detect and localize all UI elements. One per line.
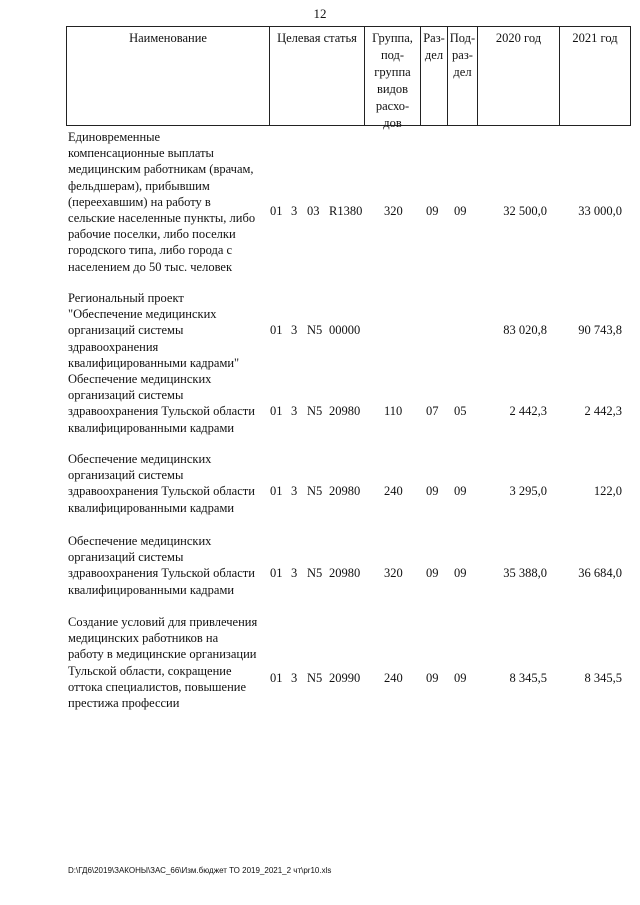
row-2020: 8 345,5 (509, 671, 547, 685)
page-number: 12 (313, 6, 327, 21)
row-name: Региональный проект "Обеспечение медицинских организаций системы здравоохранения квалифицированными кадрами" (68, 291, 240, 370)
code-direction: 20990 (329, 671, 361, 685)
row-group: 320 (384, 204, 403, 218)
header-name-cell (66, 26, 269, 126)
row-group: 240 (384, 484, 403, 498)
header-target-article: Целевая статья (277, 31, 357, 45)
code-event: N5 (307, 484, 323, 498)
code-subprogram: 3 (291, 484, 298, 498)
code-event: 03 (307, 204, 320, 218)
row-name: Обеспечение медицинских организаций системы здравоохранения Тульской области квалифицированными кадрами (68, 452, 255, 515)
row-2020: 32 500,0 (503, 204, 547, 218)
row-name: Обеспечение медицинских организаций системы здравоохранения Тульской области квалифицированными кадрами (68, 372, 255, 435)
row-subsection: 09 (454, 204, 467, 218)
code-direction: 20980 (329, 404, 361, 418)
row-2021: 33 000,0 (578, 204, 622, 218)
code-direction: 20980 (329, 484, 361, 498)
row-subsection: 05 (454, 404, 467, 418)
header-2021: 2021 год (572, 31, 618, 45)
row-subsection: 09 (454, 484, 467, 498)
code-direction: 20980 (329, 566, 361, 580)
row-section: 09 (426, 671, 439, 685)
code-event: N5 (307, 671, 323, 685)
code-program: 01 (270, 484, 283, 498)
row-2021: 36 684,0 (578, 566, 622, 580)
code-direction: R1380 (329, 204, 363, 218)
header-2021-cell (559, 26, 631, 126)
header-target-article-cell (269, 26, 364, 126)
file-path-footer: D:\ГД6\2019\ЗАКОНЫ\ЗАС_66\Изм.бюджет ТО 2019_2021_2 чт\pr10.xls (68, 866, 332, 875)
row-2020: 2 442,3 (509, 404, 547, 418)
row-2021: 90 743,8 (578, 323, 622, 337)
row-group: 110 (384, 404, 403, 418)
row-2020: 3 295,0 (509, 484, 547, 498)
header-group: Группа, под- группа видов расхо- дов (372, 31, 413, 130)
header-subsection: Под- раз- дел (449, 31, 476, 79)
header-section: Раз- дел (423, 31, 445, 62)
code-program: 01 (270, 323, 283, 337)
row-2020: 35 388,0 (503, 566, 547, 580)
row-subsection: 09 (454, 566, 467, 580)
code-event: N5 (307, 323, 323, 337)
row-2021: 2 442,3 (584, 404, 622, 418)
code-program: 01 (270, 204, 283, 218)
code-direction: 00000 (329, 323, 361, 337)
row-2021: 122,0 (593, 484, 622, 498)
code-subprogram: 3 (291, 404, 298, 418)
row-group: 320 (384, 566, 403, 580)
row-2021: 8 345,5 (584, 671, 622, 685)
code-program: 01 (270, 671, 283, 685)
code-event: N5 (307, 404, 323, 418)
header-2020: 2020 год (495, 31, 542, 45)
header-section-cell (420, 26, 447, 126)
code-event: N5 (307, 566, 323, 580)
code-subprogram: 3 (291, 671, 298, 685)
row-section: 09 (426, 566, 439, 580)
row-name: Создание условий для привлечения медицинских работников на работу в медицинские организации Тульской области, сокращение оттока специалистов, повышение престижа профессии (68, 615, 258, 711)
row-group: 240 (384, 671, 403, 685)
row-2020: 83 020,8 (503, 323, 547, 337)
code-program: 01 (270, 404, 283, 418)
code-program: 01 (270, 566, 283, 580)
header-subsection-cell (447, 26, 477, 126)
row-name: Единовременные компенсационные выплаты медицинским работникам (врачам, фельдшерам), прибывшим (переехавшим) на работу в сельские населенные пункты, либо рабочие поселки, либо поселки городского типа, либо города с населением до 50 тыс. человек (68, 130, 256, 274)
row-section: 09 (426, 204, 439, 218)
row-section: 07 (426, 404, 439, 418)
code-subprogram: 3 (291, 204, 298, 218)
code-subprogram: 3 (291, 566, 298, 580)
row-name: Обеспечение медицинских организаций системы здравоохранения Тульской области квалифицированными кадрами (68, 534, 255, 597)
header-2020-cell (477, 26, 559, 126)
header-name: Наименование (129, 31, 207, 45)
row-subsection: 09 (454, 671, 467, 685)
header-group-cell (364, 26, 420, 130)
code-subprogram: 3 (291, 323, 298, 337)
row-section: 09 (426, 484, 439, 498)
